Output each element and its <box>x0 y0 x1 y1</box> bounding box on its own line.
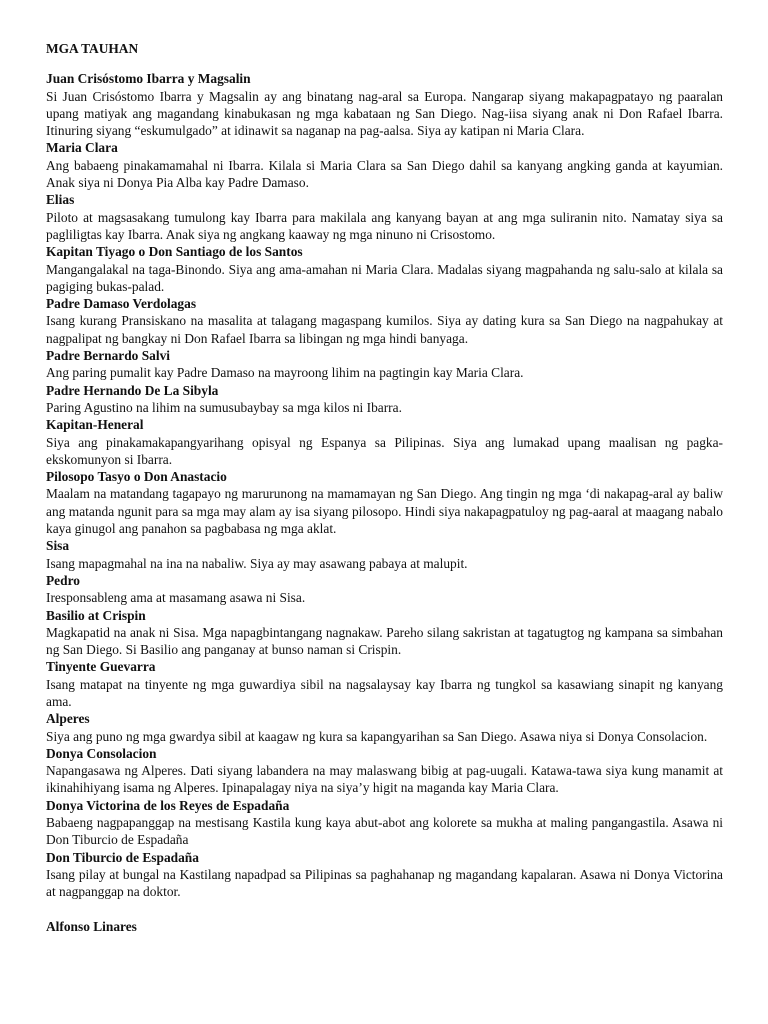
character-entry <box>46 745 723 797</box>
character-description: Iresponsableng ama at masamang asawa ni Sisa. <box>46 590 306 606</box>
character-description: Magkapatid na anak ni Sisa. Mga napagbintangang nagnakaw. Pareho silang sakristan at tagatugtog ng kampana sa simbahan ng San Diego. Si Basilio ang panganay at bunso naman si Crispin. <box>46 624 723 658</box>
character-description: Siya ang pinakamakapangyarihang opisyal ng Espanya sa Pilipinas. Siya ang lumakad upang maalisan ng pagka-ekskomunyon si Ibarra. <box>46 434 723 467</box>
character-entry <box>46 658 723 710</box>
character-description: Mangangalakal na taga-Binondo. Siya ang ama-amahan ni Maria Clara. Madalas siyang magpahanda ng salu-salo at kilala sa pagiging bukas-palad. <box>46 261 723 294</box>
character-name: Padre Damaso Verdolagas <box>46 296 197 312</box>
character-name: Kapitan Tiyago o Don Santiago de los Santos <box>46 244 303 260</box>
character-description: Isang mapagmahal na ina na nabaliw. Siya ay may asawang pabaya at malupit. <box>46 555 468 571</box>
character-name: Pilosopo Tasyo o Don Anastacio <box>46 469 227 485</box>
character-entry <box>46 849 723 901</box>
character-entry <box>46 468 723 537</box>
character-name: Elias <box>46 192 75 208</box>
character-description: Paring Agustino na lihim na sumusubaybay sa mga kilos ni Ibarra. <box>46 399 402 415</box>
character-description: Napangasawa ng Alperes. Dati siyang labandera na may malaswang bibig at pag-uugali. Katawa-tawa siya kung manamit at ikinahihiyang isama ng Alperes. Ipinapalagay niya na siya’y higit na maganda kay Maria Clara. <box>46 763 723 796</box>
character-entry <box>46 710 723 745</box>
character-name: Maria Clara <box>46 140 118 156</box>
character-name: Pedro <box>46 572 80 588</box>
character-entry <box>46 139 723 191</box>
character-description: Si Juan Crisóstomo Ibarra y Magsalin ay ang binatang nag-aral sa Europa. Nangarap siyang makapagpatayo ng paaralan upang matiyak ang magandang kinabukasan ng mga kabataan ng San Diego. Nag-iisa siyang anak ni Don Rafael Ibarra. Itinuring siyang “eskumulgado” at idinawit sa naganap na pag-aalsa. Siya ay katipan ni Maria Clara. <box>46 88 723 139</box>
character-name: Donya Victorina de los Reyes de Espadaña <box>46 797 290 813</box>
character-name: Alfonso Linares <box>46 918 137 934</box>
character-entry <box>46 607 723 659</box>
character-name: Padre Hernando De La Sibyla <box>46 382 219 398</box>
character-description: Siya ang puno ng mga gwardya sibil at kaagaw ng kura sa kapangyarihan sa San Diego. Asawa niya si Donya Consolacion. <box>46 728 708 744</box>
character-name: Alperes <box>46 711 90 727</box>
character-description: Maalam na matandang tagapayo ng marurunong na mamamayan ng San Diego. Ang tingin ng mga ‘di nakapag-aral ay baliw ang matanda ngunit para sa mga may alam ay isa siyang pilosopo. Hindi siya nakapagpatuloy ng pag-aaral at maagang nabalo kaya ginugol ang panahon sa pagbabasa ng mga aklat. <box>46 486 723 537</box>
character-entry <box>46 572 723 607</box>
character-description: Ang paring pumalit kay Padre Damaso na mayroong lihim na pagtingin kay Maria Clara. <box>46 365 524 381</box>
character-entry <box>46 537 723 572</box>
character-entry <box>46 70 723 139</box>
document-page <box>46 40 723 935</box>
character-description: Isang kurang Pransiskano na masalita at talagang magaspang kumilos. Siya ay dating kura sa San Diego na nagpahukay at nagpalipat ng bangkay ni Don Rafael Ibarra sa libingan ng mga hindi banyaga. <box>46 313 723 346</box>
character-name: Sisa <box>46 538 70 554</box>
character-description: Piloto at magsasakang tumulong kay Ibarra para makilala ang kanyang bayan at ang mga suliranin nito. Namatay siya sa pagliligtas kay Ibarra. Anak siya ng angkang kaaway ng mga ninuno ni Crisostomo. <box>46 209 723 242</box>
character-name: Juan Crisóstomo Ibarra y Magsalin <box>46 71 251 87</box>
character-entry <box>46 382 723 417</box>
character-description: Ang babaeng pinakamamahal ni Ibarra. Kilala si Maria Clara sa San Diego dahil sa kanyang angking ganda at kayumian. Anak siya ni Donya Pia Alba kay Padre Damaso. <box>46 157 723 191</box>
character-name: Kapitan-Heneral <box>46 417 144 433</box>
character-name: Don Tiburcio de Espadaña <box>46 849 199 865</box>
character-entry <box>46 347 723 382</box>
character-entry <box>46 295 723 347</box>
character-name: Donya Consolacion <box>46 745 157 761</box>
document-title: MGA TAUHAN <box>46 41 139 56</box>
character-entry <box>46 797 723 849</box>
character-description: Isang pilay at bungal na Kastilang napadpad sa Pilipinas sa paghahanap ng magandang kapalaran. Asawa ni Donya Victorina at nagpanggap na doktor. <box>46 866 723 900</box>
character-name: Basilio at Crispin <box>46 607 146 623</box>
character-entry <box>46 243 723 295</box>
character-entry <box>46 416 723 468</box>
character-name: Padre Bernardo Salvi <box>46 348 170 364</box>
character-description: Babaeng nagpapanggap na mestisang Kastila kung kaya abut-abot ang kolorete sa mukha at maling pangangastila. Asawa ni Don Tiburcio de Espadaña <box>46 815 723 848</box>
character-entry <box>46 191 723 243</box>
character-description: Isang matapat na tinyente ng mga guwardiya sibil na nagsalaysay kay Ibarra ng tungkol sa kasawiang sinapit ng kanyang ama. <box>46 676 723 709</box>
character-name: Tinyente Guevarra <box>46 659 156 675</box>
